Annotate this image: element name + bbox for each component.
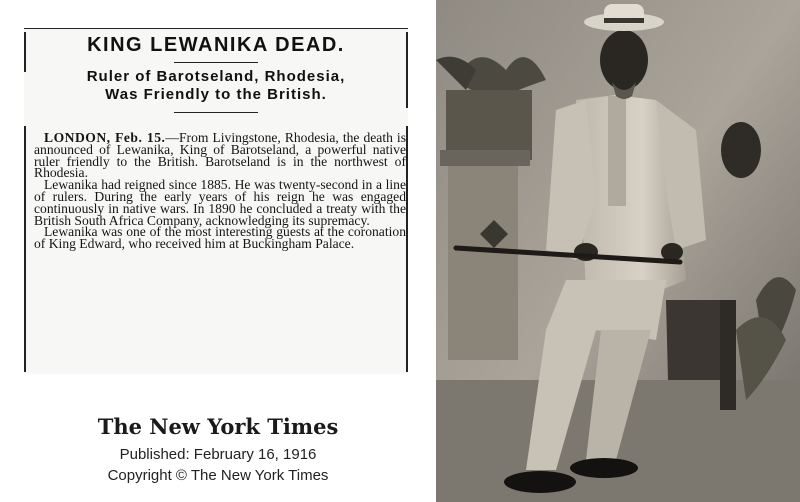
article-paragraph-1 (34, 132, 406, 179)
nyt-logo: The New York Times (97, 414, 339, 439)
newspaper-clipping (24, 28, 408, 374)
portrait-photo (436, 0, 800, 502)
right-hand (661, 243, 683, 261)
article-paragraph-2: Lewanika had reigned since 1885. He was twenty-second in a line of rulers. During the early years of his reign he was engaged continuously in native wars. In 1890 he concluded a treaty with the British South Africa Company, acknowledging its supremacy. (34, 177, 406, 228)
paragraph-1-text: —From Livingstone, Rhodesia, the death is announced of Lewanika, King of Barotseland, a powerful native ruler friendly to the British. Barotseland is in the northwest of Rhodesia. (34, 130, 406, 181)
headline: KING LEWANIKA DEAD. (87, 34, 345, 56)
article-paragraph-3: Lewanika was one of the most interesting guests at the coronation of King Edward, who received him at Buckingham Palace. (34, 224, 406, 252)
article-left-border (24, 126, 26, 372)
article-right-border (406, 126, 408, 372)
right-shoe (570, 458, 638, 478)
pedestal (448, 160, 518, 360)
published-date: Published: February 16, 1916 (119, 446, 317, 463)
chair-leg (720, 300, 736, 410)
chair-back (721, 122, 761, 178)
copyright-notice: Copyright © The New York Times (107, 467, 329, 484)
headline-divider (174, 62, 258, 63)
hat-band (604, 18, 644, 23)
dateline: LONDON, Feb. 15. (44, 130, 166, 145)
waistcoat (608, 96, 626, 206)
pedestal-top (440, 150, 530, 166)
left-shoe (504, 471, 576, 493)
article-body (34, 132, 406, 250)
portrait-illustration (436, 0, 800, 502)
face (600, 30, 648, 90)
subhead-line-2: Was Friendly to the British. (105, 86, 327, 103)
subhead-line-1: Ruler of Barotseland, Rhodesia, (86, 68, 346, 85)
subhead-divider (174, 112, 258, 113)
plant-basket (446, 90, 532, 160)
top-rule (24, 28, 408, 29)
